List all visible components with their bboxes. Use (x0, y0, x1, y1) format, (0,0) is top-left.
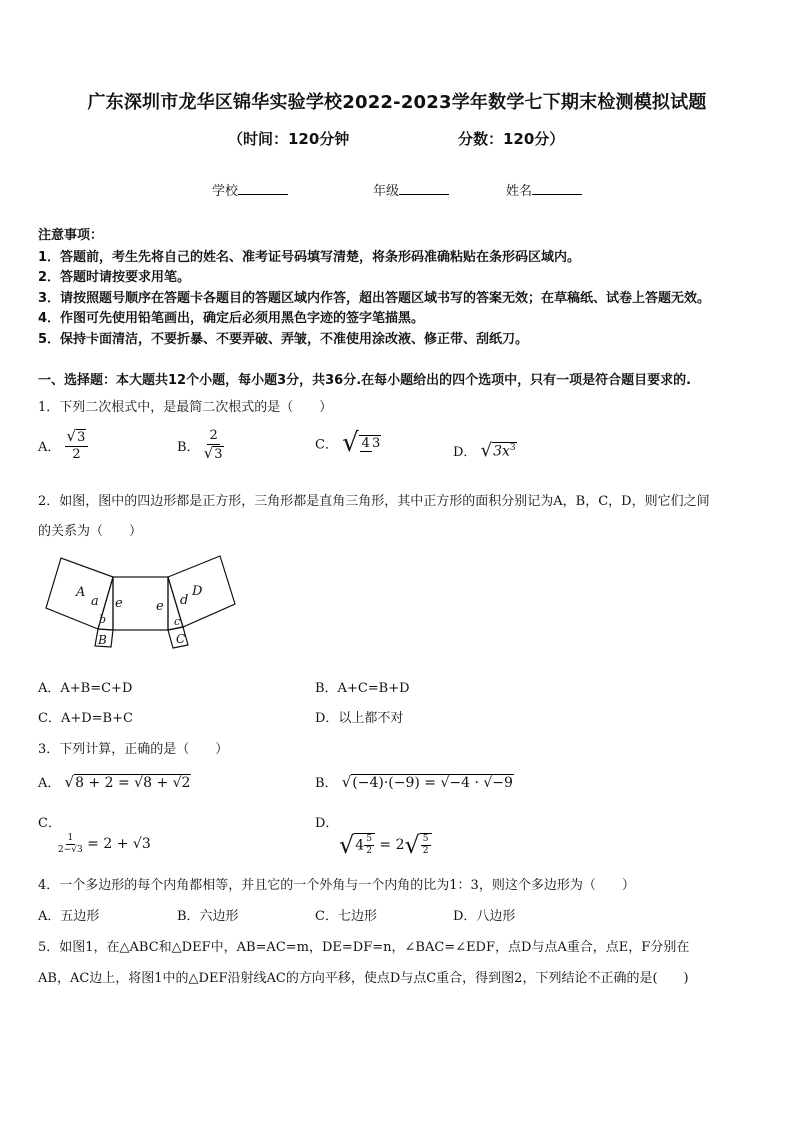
squares-triangles-figure (40, 550, 240, 655)
label-C: C (176, 632, 186, 646)
q1-stem: 1．下列二次根式中，是最简二次根式的是（ ） (38, 400, 333, 415)
q5-stem-line1: 5．如图1，在△ABC和△DEF中，AB=AC=m，DE=DF=n，∠BAC=∠EDF，点D与点A重合，点E，F分别在 (38, 940, 690, 955)
q1-option-c: C． √ 4 3 (315, 428, 381, 458)
label-e-right: e (156, 599, 164, 614)
q2-option-a: A．A+B=C+D (38, 681, 133, 696)
grade-blank (399, 182, 449, 195)
total-score: 分数：120分） (458, 130, 565, 148)
q1-option-b: B． $\frac{2}{√3}$ (177, 428, 223, 462)
q2-option-b: B．A+C=B+D (315, 681, 410, 696)
q2-option-c: C．A+D=B+C (38, 711, 133, 726)
label-A: A (76, 585, 86, 600)
note-item: 1．答题前，考生先将自己的姓名、准考证号码填写清楚，将条形码准确粘贴在条形码区域内。 (38, 250, 581, 265)
label-a: a (91, 594, 99, 609)
label-c: c (174, 615, 181, 628)
page-title: 广东深圳市龙华区锦华实验学校2022-2023学年数学七下期末检测模拟试题 (87, 92, 707, 113)
q4-stem: 4．一个多边形的每个内角都相等，并且它的一个外角与一个内角的比为1：3，则这个多边形为（ ） (38, 878, 635, 893)
q2-option-d: D．以上都不对 (315, 711, 404, 726)
q3-option-b: B． √(−4)·(−9) = √−4 · √−9 (315, 773, 513, 791)
note-item: 3．请按照题号顺序在答题卡各题目的答题区域内作答，超出答题区域书写的答案无效；在草稿纸、试卷上答题无效。 (38, 291, 711, 306)
section-heading: 一、选择题：本大题共12个小题，每小题3分，共36分.在每小题给出的四个选项中，只有一项是符合题目要求的. (38, 373, 692, 388)
q4-option-c: C．七边形 (315, 909, 377, 924)
time-limit: （时间：120分钟 (228, 130, 350, 148)
label-B: B (98, 633, 107, 647)
label-D: D (192, 584, 203, 599)
q4-option-b: B．六边形 (177, 909, 239, 924)
note-item: 5．保持卡面清洁，不要折暴、不要弄破、弄皱，不准使用涂改液、修正带、刮纸刀。 (38, 332, 529, 347)
q3-option-c: C． $\frac{1}{2-√3}$ = 2 + √3 (38, 816, 151, 855)
q5-stem-line2: AB，AC边上，将图1中的△DEF沿射线AC的方向平移，使点D与点C重合，得到图2，下列结论不正确的是( ) (38, 971, 689, 986)
grade-field (373, 180, 449, 199)
name-label: 姓名 (506, 184, 533, 199)
q1-option-a: A． $\frac{√3}{2}$ (38, 428, 88, 463)
label-e-left: e (115, 596, 123, 611)
school-field (212, 180, 288, 199)
label-d: d (180, 593, 189, 608)
notes-heading: 注意事项： (38, 228, 104, 243)
q4-option-a: A．五边形 (38, 909, 100, 924)
q3-option-a: A． √8 + 2 = √8 + √2 (38, 773, 191, 791)
label-b: b (99, 613, 107, 626)
q3-stem: 3．下列计算，正确的是（ ） (38, 742, 229, 757)
grade-label: 年级 (373, 184, 400, 199)
q1-option-d: D． $√3x^3$ (453, 440, 516, 461)
q4-option-d: D．八边形 (453, 909, 516, 924)
q3-option-d: D． √4 $\frac{5}{2}$ = 2√ $\frac{5}{2}$ (315, 812, 432, 859)
q2-stem-line2: 的关系为（ ） (38, 524, 143, 539)
name-field (506, 180, 582, 199)
school-label: 学校 (212, 184, 239, 199)
school-blank (238, 182, 288, 195)
note-item: 2．答题时请按要求用笔。 (38, 270, 191, 285)
q2-stem-line1: 2．如图，图中的四边形都是正方形，三角形都是直角三角形，其中正方形的面积分别记为A，B，C，D，则它们之间 (38, 494, 710, 509)
name-blank (532, 182, 582, 195)
note-item: 4．作图可先使用铅笔画出，确定后必须用黑色字迹的签字笔描黑。 (38, 311, 425, 326)
